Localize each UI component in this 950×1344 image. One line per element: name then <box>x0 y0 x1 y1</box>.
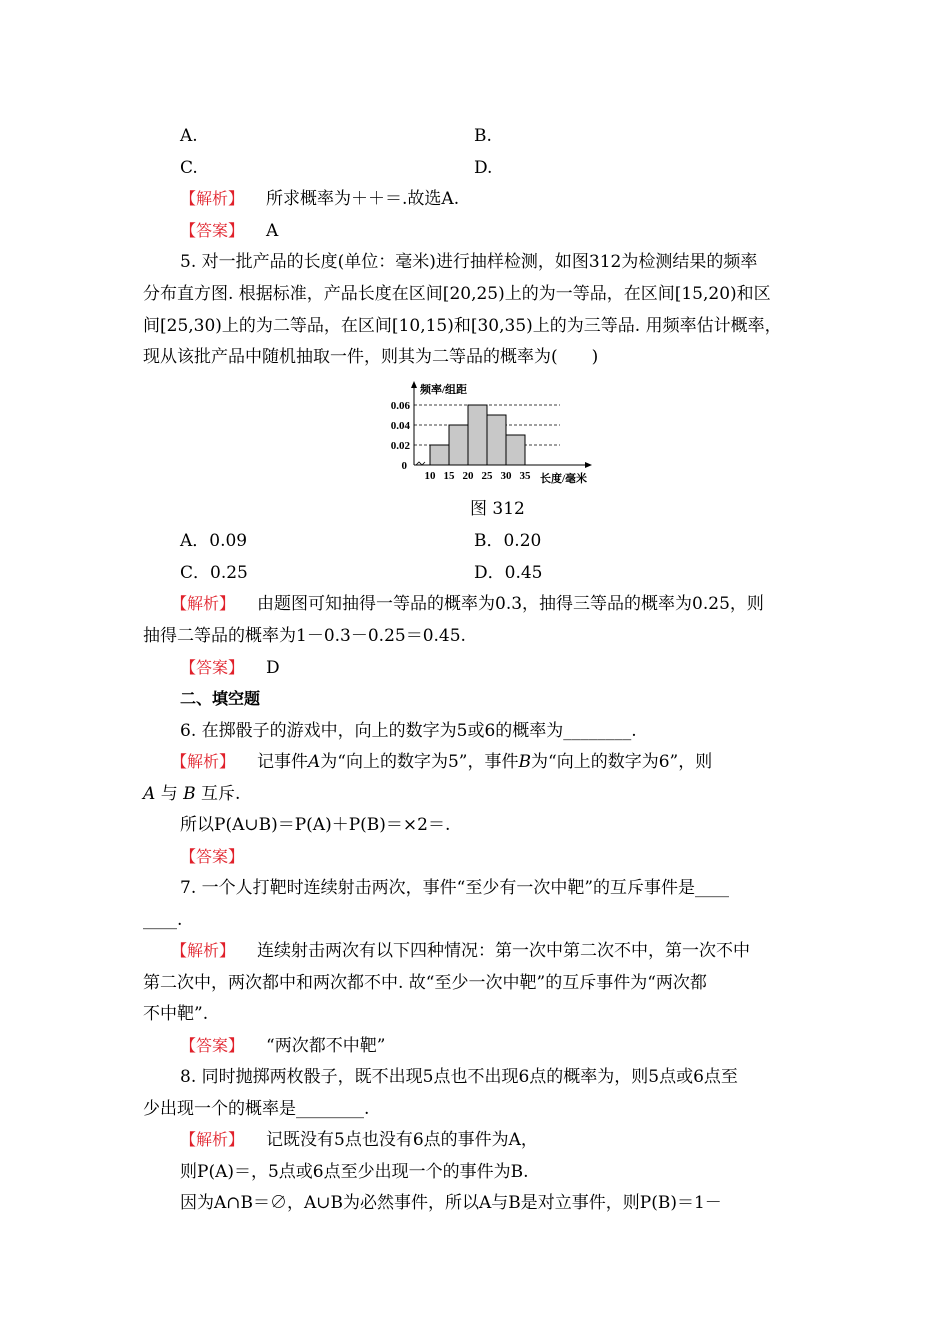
x-tick-label: 10 <box>424 470 436 482</box>
q5-answer-tag: 【答案】 <box>180 658 245 677</box>
q4-option-d: D. <box>474 158 493 178</box>
q6-stem: 6. 在掷骰子的游戏中，向上的数字为5或6的概率为________. <box>180 721 637 741</box>
y-tick-labels <box>391 400 411 452</box>
x-tick-label: 35 <box>519 470 531 482</box>
q4-answer-text: A <box>266 221 279 241</box>
q4-option-a: A. <box>180 126 198 146</box>
q6-analysis-tag: 【解析】 <box>171 752 236 771</box>
q6-formula: 所以P(A∪B)＝P(A)＋P(B)＝×2＝. <box>180 815 451 835</box>
section-title: 二、填空题 <box>180 689 261 708</box>
q8-analysis-tag: 【解析】 <box>180 1130 245 1149</box>
q5-analysis-line-1: 由题图可知抽得一等品的概率为0.3，抽得三等品的概率为0.25，则 <box>257 594 764 614</box>
q7-stem-line-1: 7. 一个人打靶时连续射击两次，事件“至少有一次中靶”的互斥事件是____ <box>180 878 730 898</box>
q8-analysis-line-3: 因为A∩B＝∅，A∪B为必然事件，所以A与B是对立事件，则P(B)＝1－ <box>180 1193 722 1213</box>
q8-analysis <box>180 1128 538 1152</box>
x-tick-labels <box>425 470 532 482</box>
q6-answer-tag: 【答案】 <box>180 847 245 866</box>
x-tick-label: 30 <box>500 470 512 482</box>
q4-analysis-text: 所求概率为＋＋＝.故选A. <box>266 189 460 209</box>
q5-option-d: D．0.45 <box>474 563 543 583</box>
q6-line2-end: 互斥. <box>201 784 241 804</box>
q8-analysis-line-2: 则P(A)＝，5点或6点至少出现一个的事件为B. <box>180 1162 529 1182</box>
q7-analysis <box>171 939 750 963</box>
q4-option-b: B. <box>474 126 492 146</box>
y-tick-label: 0.04 <box>390 420 410 432</box>
q6-analysis-part-1: 记事件 <box>257 752 309 772</box>
q6-analysis <box>171 750 712 774</box>
q5-option-c: C．0.25 <box>180 563 248 583</box>
q6-answer <box>180 845 244 869</box>
q5-stem-line-3: 间[25,30)上的为二等品，在区间[10,15)和[30,35)上的为三等品. 用频率估计概率， <box>143 316 782 336</box>
q5-option-a: A．0.09 <box>180 531 248 551</box>
q5-answer-text: D <box>266 658 280 678</box>
q7-analysis-tag: 【解析】 <box>171 941 236 960</box>
q6-line2-a: A <box>143 784 156 804</box>
histogram-bar-2 <box>468 405 487 465</box>
q6-analysis-part-2: 为“向上的数字为5”，事件 <box>320 752 519 772</box>
q6-analysis-part-3: 为“向上的数字为6”，则 <box>531 752 713 772</box>
q5-analysis-tag: 【解析】 <box>171 594 236 613</box>
histogram-bar-4 <box>506 435 525 465</box>
q8-stem-line-1: 8. 同时抛掷两枚骰子，既不出现5点也不出现6点的概率为，则5点或6点至 <box>180 1067 738 1087</box>
histogram-bar-3 <box>487 415 506 465</box>
origin-label: 0 <box>401 460 407 472</box>
x-axis-arrow <box>585 462 592 468</box>
q5-stem-line-2: 分布直方图. 根据标准，产品长度在区间[20,25)上的为一等品，在区间[15,20)和区 <box>143 284 771 304</box>
q7-stem-line-2: ____. <box>143 910 183 930</box>
q4-answer-tag: 【答案】 <box>180 221 245 240</box>
q7-analysis-line-2: 第二次中，两次都中和两次都不中. 故“至少一次中靶”的互斥事件为“两次都 <box>143 973 707 993</box>
q5-stem-line-1: 5. 对一批产品的长度(单位：毫米)进行抽样检测，如图312为检测结果的频率 <box>180 252 758 272</box>
q7-analysis-line-1: 连续射击两次有以下四种情况：第一次中第二次不中，第一次不中 <box>257 941 751 961</box>
q7-answer <box>180 1034 385 1058</box>
x-tick-label: 20 <box>462 470 474 482</box>
q4-analysis <box>180 187 459 211</box>
q5-analysis-line-2: 抽得二等品的概率为1－0.3－0.25＝0.45. <box>143 626 466 646</box>
q6-event-b: B <box>518 752 531 772</box>
x-tick-label: 25 <box>481 470 493 482</box>
q7-analysis-line-3: 不中靶”. <box>143 1004 209 1024</box>
q8-stem-line-2: 少出现一个的概率是________. <box>143 1099 370 1119</box>
histogram-bar-1 <box>449 425 468 465</box>
y-axis-arrow <box>411 381 417 388</box>
figure-caption: 图 312 <box>470 499 525 519</box>
q6-analysis-line-2 <box>143 782 240 806</box>
q4-analysis-tag: 【解析】 <box>180 189 245 208</box>
x-tick-label: 15 <box>443 470 455 482</box>
histogram-chart <box>382 378 607 488</box>
y-tick-label: 0.02 <box>390 440 410 452</box>
q5-analysis <box>171 592 764 616</box>
q5-stem-line-4: 现从该批产品中随机抽取一件，则其为二等品的概率为( ) <box>143 347 599 367</box>
q8-analysis-line-1: 记既没有5点也没有6点的事件为A， <box>266 1130 538 1150</box>
chart-bars <box>430 405 525 465</box>
y-tick-label: 0.06 <box>390 400 410 412</box>
y-axis-label: 频率/组距 <box>420 384 468 396</box>
q7-answer-tag: 【答案】 <box>180 1036 245 1055</box>
q5-option-b: B．0.20 <box>474 531 542 551</box>
q6-line2-b: B <box>183 784 196 804</box>
histogram-bar-0 <box>430 445 449 465</box>
q6-line2-mid: 与 <box>160 784 178 804</box>
q7-answer-text: “两次都不中靶” <box>266 1036 386 1056</box>
q5-answer <box>180 656 280 680</box>
q4-answer <box>180 219 278 243</box>
q6-event-a: A <box>308 752 321 772</box>
x-axis-label: 长度/毫米 <box>540 473 588 485</box>
q4-option-c: C. <box>180 158 198 178</box>
